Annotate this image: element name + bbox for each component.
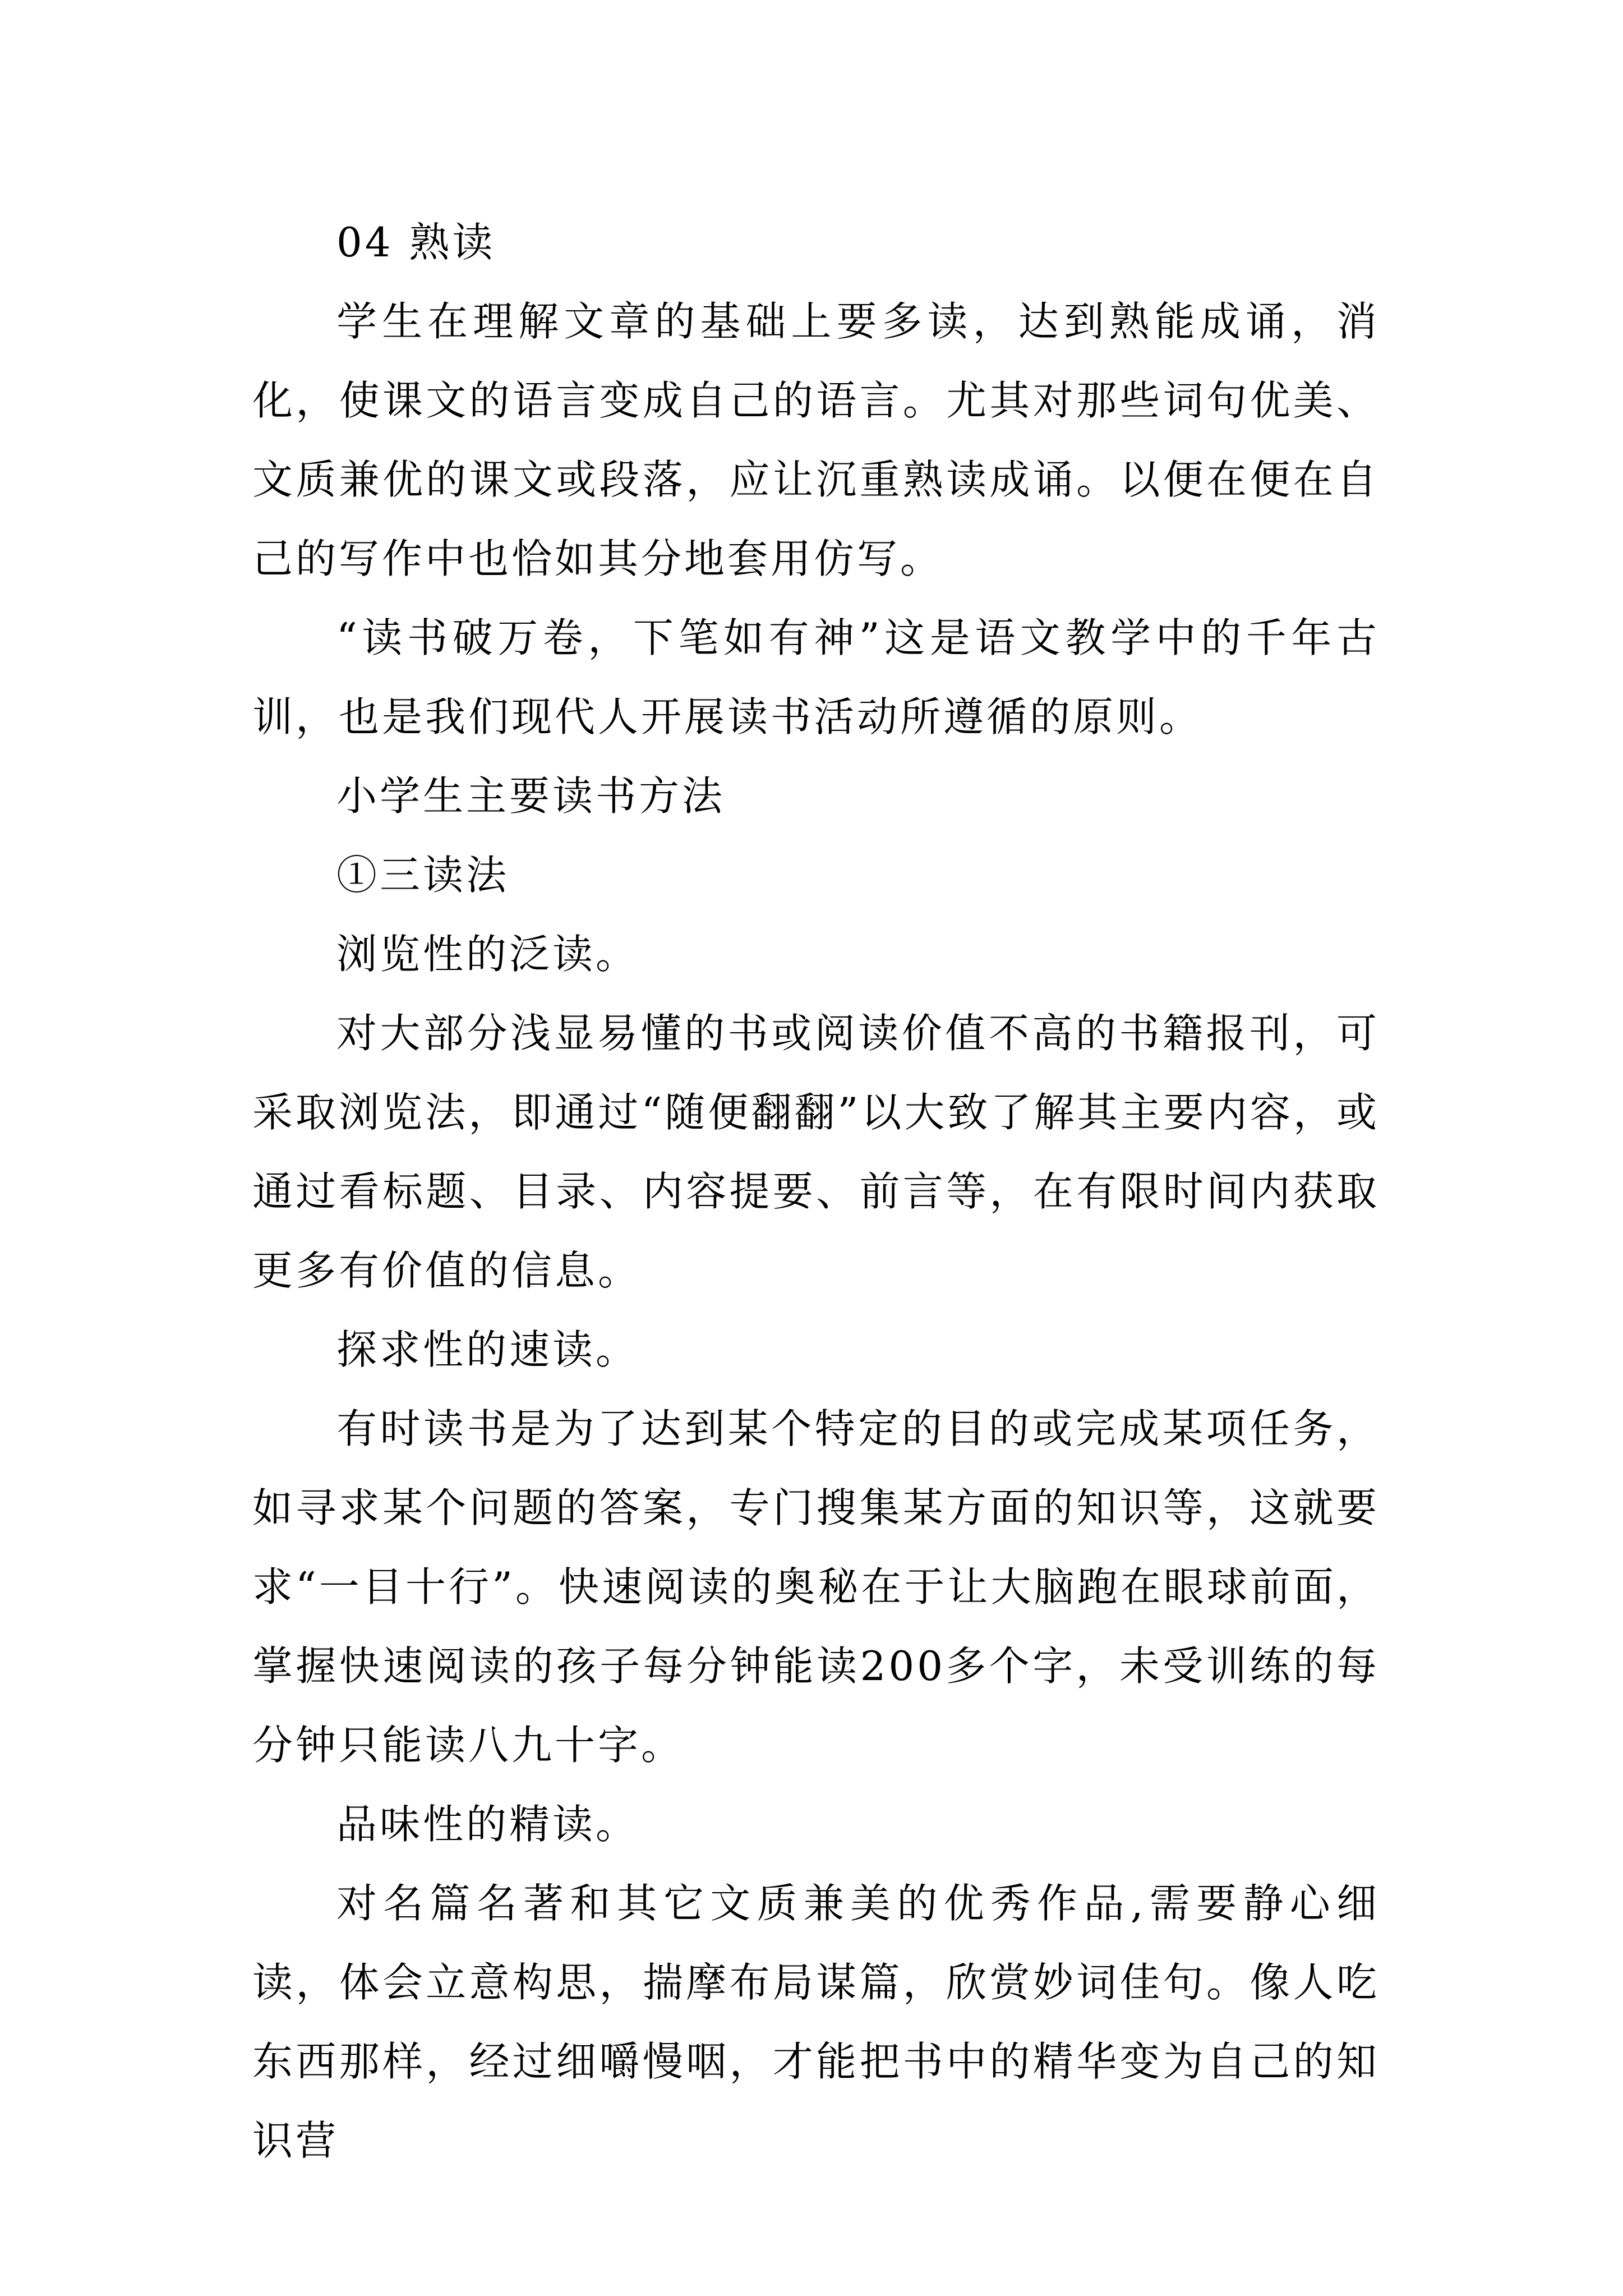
section-heading-shudu: 04 熟读 xyxy=(336,219,496,266)
paragraph-close-reading: 对名篇名著和其它文质兼美的优秀作品,需要静心细读，体会立意构思，揣摩布局谋篇，欣赏妙词佳句。像人吃东西那样，经过细嚼慢咽，才能把书中的精华变为自己的知识营 xyxy=(252,1880,1380,2164)
subheading-speed-reading: 探求性的速读。 xyxy=(336,1326,639,1373)
paragraph-speed-reading: 有时读书是为了达到某个特定的目的或完成某项任务，如寻求某个问题的答案，专门搜集某方面的知识等，这就要求“一目十行”。快速阅读的奥秘在于让大脑跑在眼球前面，掌握快速阅读的孩子每分钟能读200多个字，未受训练的每分钟只能读八九十字。 xyxy=(252,1405,1380,1769)
subheading-sandufa: ①三读法 xyxy=(336,852,510,899)
paragraph-quote: “读书破万卷，下笔如有神”这是语文教学中的千年古训，也是我们现代人开展读书活动所遵循的原则。 xyxy=(252,614,1380,740)
document-body xyxy=(252,203,1380,2180)
subheading-close-reading: 品味性的精读。 xyxy=(336,1801,639,1848)
subheading-browse-reading: 浏览性的泛读。 xyxy=(336,931,639,978)
section-heading-methods: 小学生主要读书方法 xyxy=(336,772,726,820)
paragraph-shudu-body: 学生在理解文章的基础上要多读，达到熟能成诵，消化，使课文的语言变成自己的语言。尤其对那些词句优美、文质兼优的课文或段落，应让沉重熟读成诵。以便在便在自己的写作中也恰如其分地套用仿写。 xyxy=(252,298,1380,582)
paragraph-browse-reading: 对大部分浅显易懂的书或阅读价值不高的书籍报刊，可采取浏览法，即通过“随便翻翻”以大致了解其主要内容，或通过看标题、目录、内容提要、前言等，在有限时间内获取更多有价值的信息。 xyxy=(252,1010,1380,1294)
